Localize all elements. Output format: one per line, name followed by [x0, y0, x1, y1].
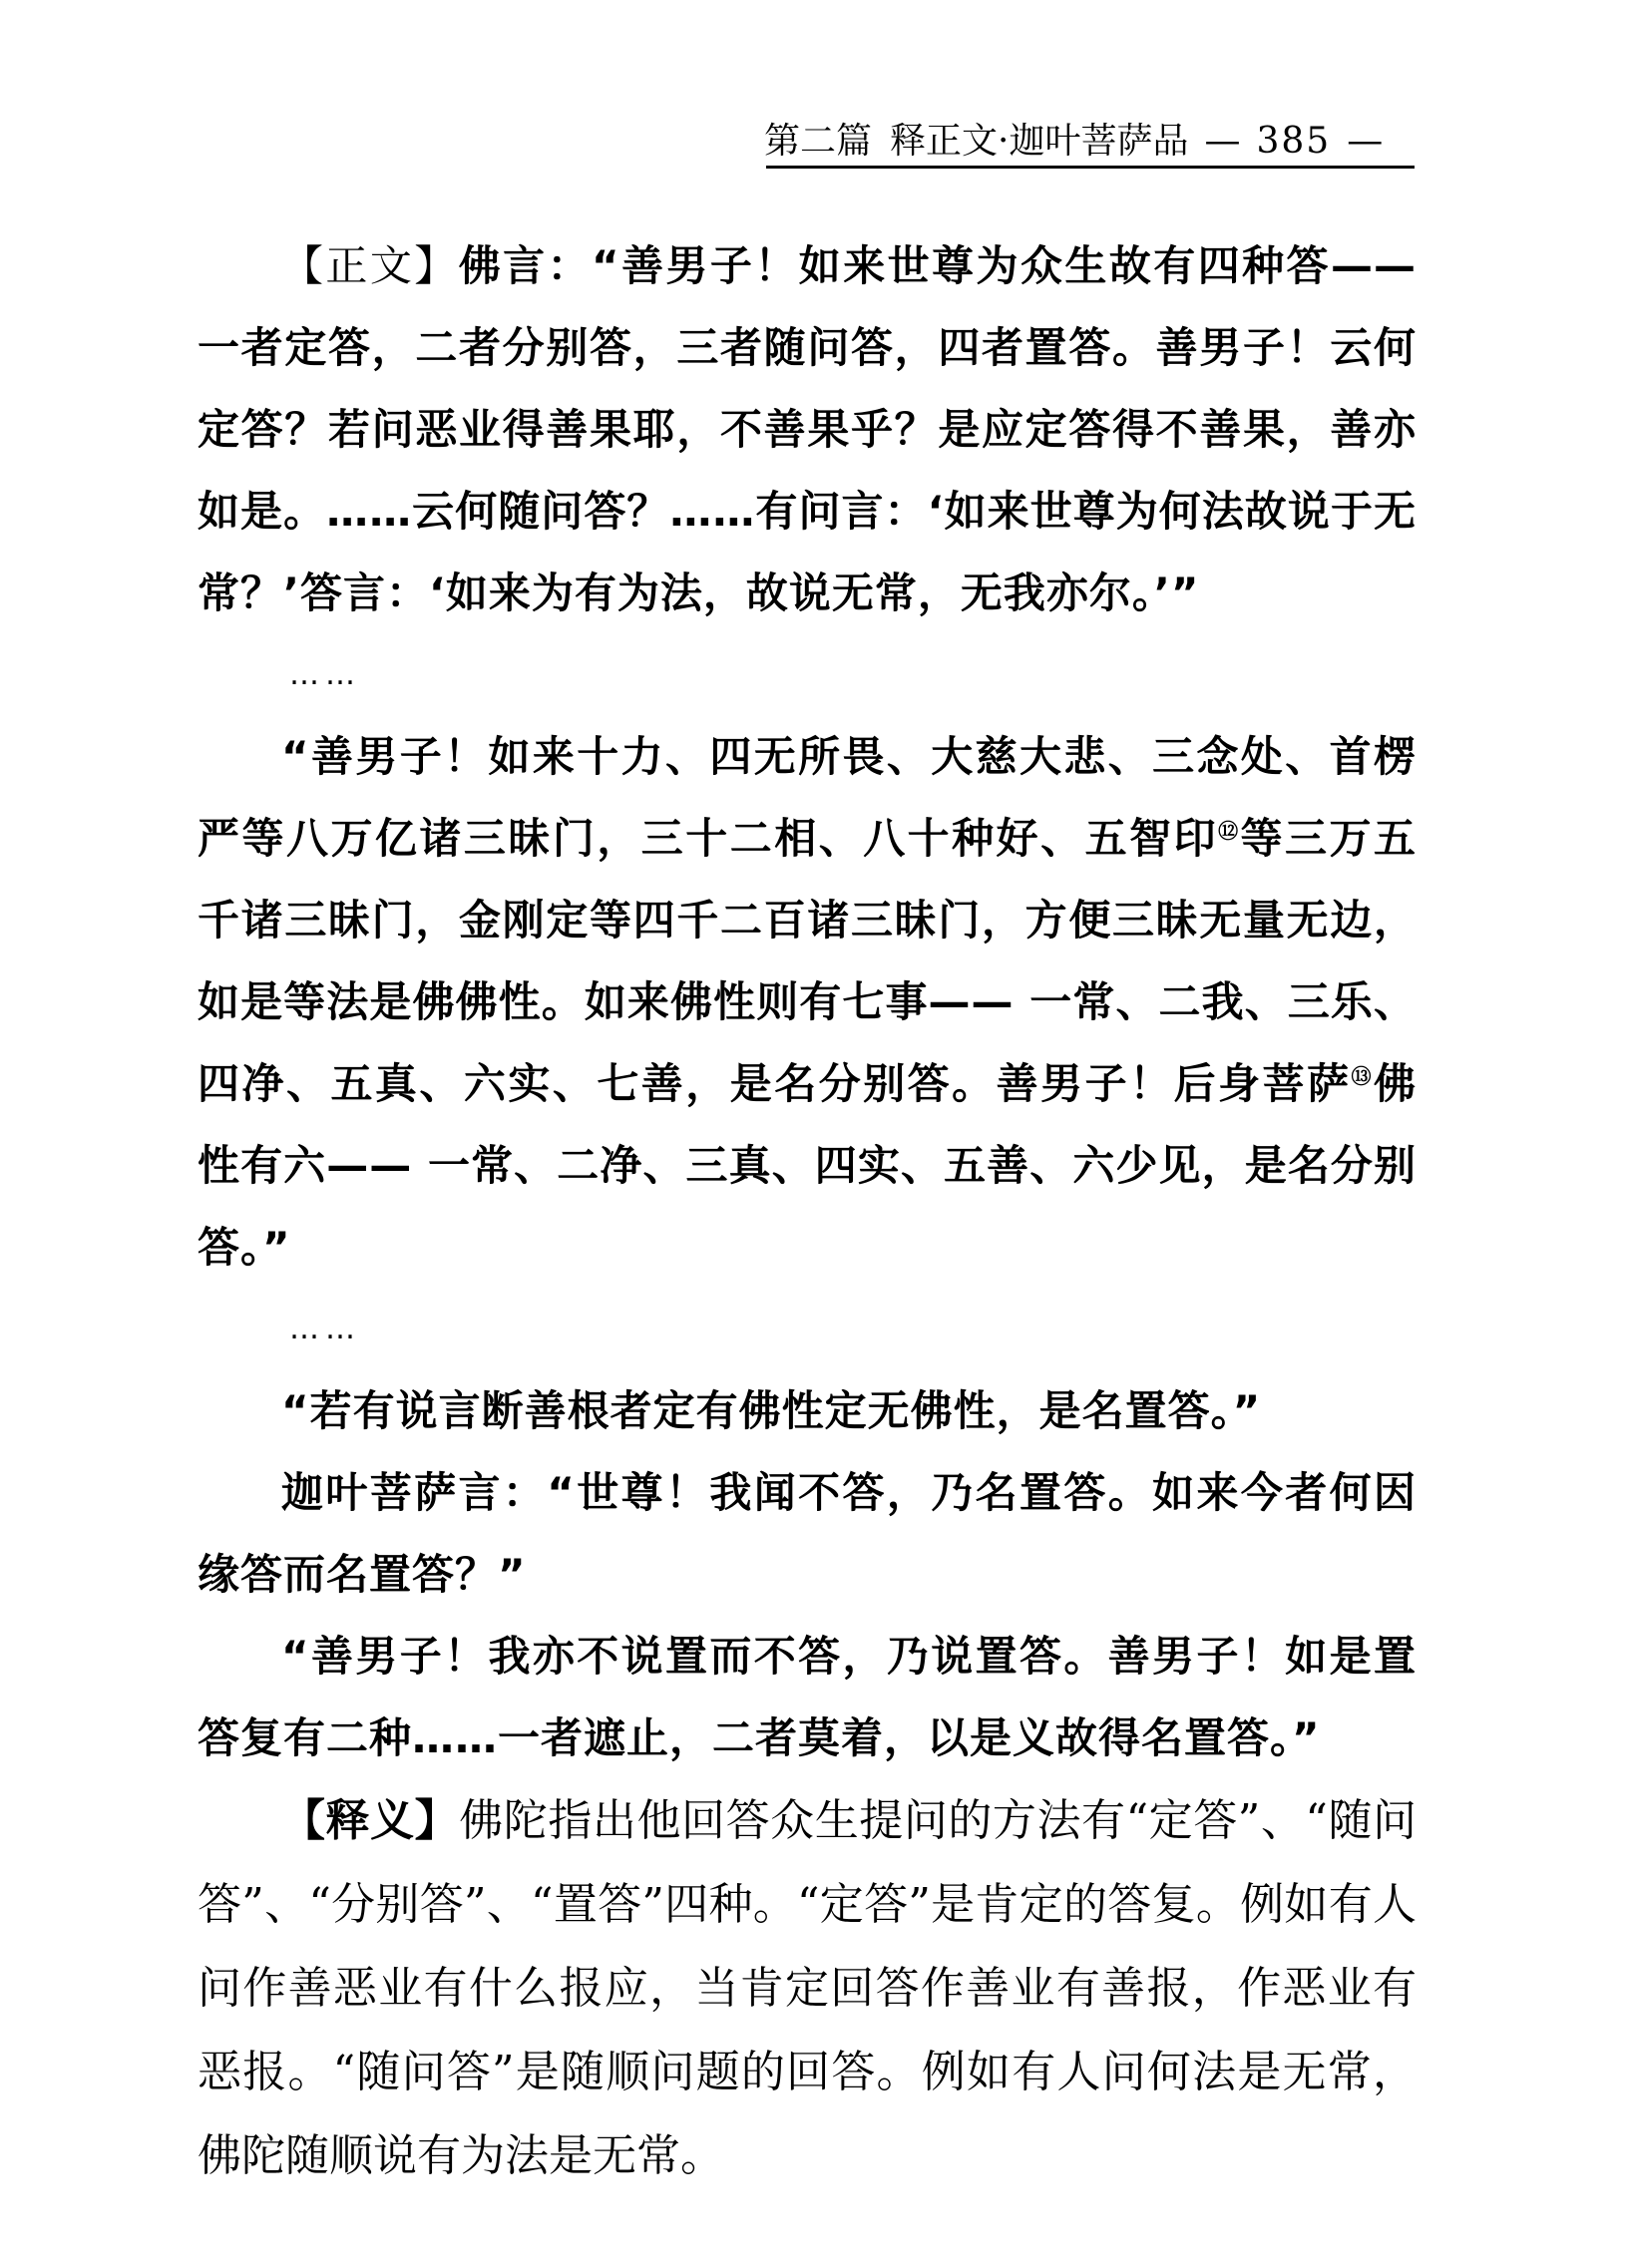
header-dash-left: — — [1204, 121, 1241, 162]
ellipsis-1: …… — [289, 657, 361, 692]
scripture-paragraph-4: 迦叶菩萨言：“世尊！我闻不答，乃名置答。如来今者何因缘答而名置答？” — [198, 1468, 1417, 1599]
running-header — [764, 122, 1413, 162]
explanation-tag: 【释义】 — [281, 1795, 460, 1846]
scripture-text-2a: “善男子！如来十力、四无所畏、大慈大悲、三念处、首楞严等八万亿诸三昧门，三十二相、八十种好、五智印 — [198, 732, 1417, 863]
scripture-text-2c: 佛性有六—— 一常、二净、三真、四实、五善、六少见，是名分别答。” — [198, 1059, 1417, 1272]
scripture-paragraph-3: “若有说言断善根者定有佛性定无佛性，是名置答。” — [281, 1386, 1262, 1435]
scripture-paragraph-5: “善男子！我亦不说置而不答，乃说置答。善男子！如是置答复有二种……一者遮止，二者莫着，以是义故得名置答。” — [198, 1632, 1417, 1762]
scripture-tag: 【正文】 — [281, 241, 459, 290]
page-number: 385 — [1256, 121, 1332, 162]
explanation-text: 佛陀指出他回答众生提问的方法有“定答”、“随问答”、“分别答”、“置答”四种。“定答”是肯定的答复。例如有人问作善恶业有什么报应，当肯定回答作善业有善报，作恶业有恶报。“随问答”是随顺问题的回答。例如有人问何法是无常，佛陀随顺说有为法是无常。 — [198, 1795, 1417, 2181]
scripture-paragraph-1 — [198, 225, 1417, 634]
footnote-marker-12: ⑫ — [1218, 819, 1241, 843]
header-rule — [766, 166, 1415, 169]
footnote-marker-13: ⑬ — [1351, 1064, 1374, 1088]
header-dash-right: — — [1347, 121, 1384, 162]
scripture-paragraph-2 — [198, 716, 1417, 1289]
scripture-text-2b: 等三万五千诸三昧门，金刚定等四千二百诸三昧门，方便三昧无量无边，如是等法是佛佛性。如来佛性则有七事—— 一常、二我、三乐、四净、五真、六实、七善，是名分别答。善男子！后身菩萨 — [198, 814, 1417, 1108]
scripture-text-1: 佛言：“善男子！如来世尊为众生故有四种答——一者定答，二者分别答，三者随问答，四者置答。善男子！云何定答？若问恶业得善果耶，不善果乎？是应定答得不善果，善亦如是。……云何随问答？……有问言：‘如来世尊为何法故说于无常？’答言：‘如来为有为法，故说无常，无我亦尔。’” — [198, 241, 1417, 617]
page-body — [198, 225, 1417, 2198]
header-title: 释正文·迦叶菩萨品 — [890, 121, 1189, 162]
header-part: 第二篇 — [764, 121, 873, 162]
explanation-paragraph — [198, 1779, 1417, 2198]
ellipsis-2: …… — [289, 1312, 361, 1346]
